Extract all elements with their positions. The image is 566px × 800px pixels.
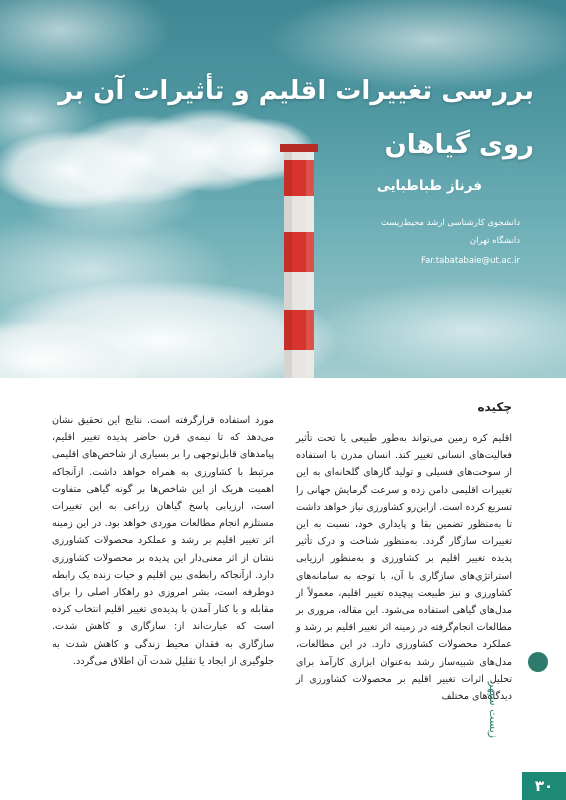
article-title-line1: بررسی تغییرات اقلیم و تأثیرات آن بر [58, 76, 534, 106]
magazine-name: زیست سپهر [487, 681, 500, 739]
hero-image [0, 0, 566, 378]
author-university: دانشگاه تهران [469, 236, 520, 246]
magazine-logo-icon [528, 652, 548, 672]
magazine-side-strip [487, 652, 558, 772]
page-number: ۳۰ [522, 772, 566, 800]
author-affiliation: دانشجوی کارشناسی ارشد محیط‌زیست [380, 218, 520, 228]
author-name: فرناز طباطبایی [376, 178, 482, 194]
article-title-line2: روی گیاهان [384, 130, 534, 160]
abstract-text: اقلیم کره زمین می‌تواند به‌طور طبیعی یا تحت تأثیر فعالیت‌های انسانی تغییر کند. انسان مدرن با استفاده از سوخت‌های فسیلی و تولید گازهای گلخانه‌ای به این تغییرات اقلیمی دامن زده و سرعت گرمایش جهانی را تسریع کرده است. ازاین‌رو کشاورزی نیاز خواهد داشت تا به‌منظور تضمین بقا و پایداری خود، نسبت به این تغییرات سازگار گردد. به‌منظور شناخت و درک تأثیر پدیده تغییر اقلیم بر کشاورزی و به‌منظور ارزیابی استراتژی‌های سازگاری با آن، با توجه به سامانه‌های کشاورزی و نیز طبیعت پیچیده تغییر اقلیم، معمولاً از مدل‌های گیاهی استفاده می‌شود. این مقاله، مروری بر مطالعات انجام‌گرفته در زمینه اثر تغییر اقلیم بر رشد و عملکرد محصولات کشاورزی دارد. در این مطالعات، مدل‌های شبیه‌ساز رشد به‌عنوان ابزاری کارآمد برای تحلیل اثرات تغییر اقلیم بر محصولات کشاورزی از دیدگاه‌های مختلف [296, 433, 512, 703]
article-title [34, 64, 534, 172]
chimney [280, 144, 318, 378]
abstract-heading: چکیده [477, 400, 512, 414]
body-text: مورد استفاده قرارگرفته است. نتایج این تحقیق نشان می‌دهد که تا نیمه‌ی قرن حاضر پدیده تغییر اقلیم، پیامدهای قابل‌توجهی را بر بسیاری از شاخص‌های اقلیمی مرتبط با کشاورزی به همراه خواهد داشت. ازآنجاکه اهمیت هریک از این شاخص‌ها بر گونه گیاهی متفاوت است، ارزیابی پاسخ گیاهان زراعی به این تغییرات مستلزم انجام مطالعات موردی خواهد بود. در این زمینه اثر تغییر اقلیم بر رشد و عملکرد محصولات کشاورزی نشان از اثر معنی‌دار این پدیده بر محصولات کشاورزی دارد. ازآنجاکه رابطه‌ی بین اقلیم و حیات زنده یک رابطه دوطرفه است، بشر امروزی دو راهکار اصلی را برای مقابله و یا کنار آمدن با پدیده‌ی تغییر اقلیم انتخاب کرده است که عبارت‌اند از: سازگاری و کاهش شدت. سازگاری به فقدان محیط زندگی و کاهش شدت به جلوگیری از ایجاد یا تقلیل شدت آن اطلاق می‌گردد. [52, 415, 274, 667]
author-email[interactable]: Far.tabatabaie@ut.ac.ir [421, 256, 520, 266]
